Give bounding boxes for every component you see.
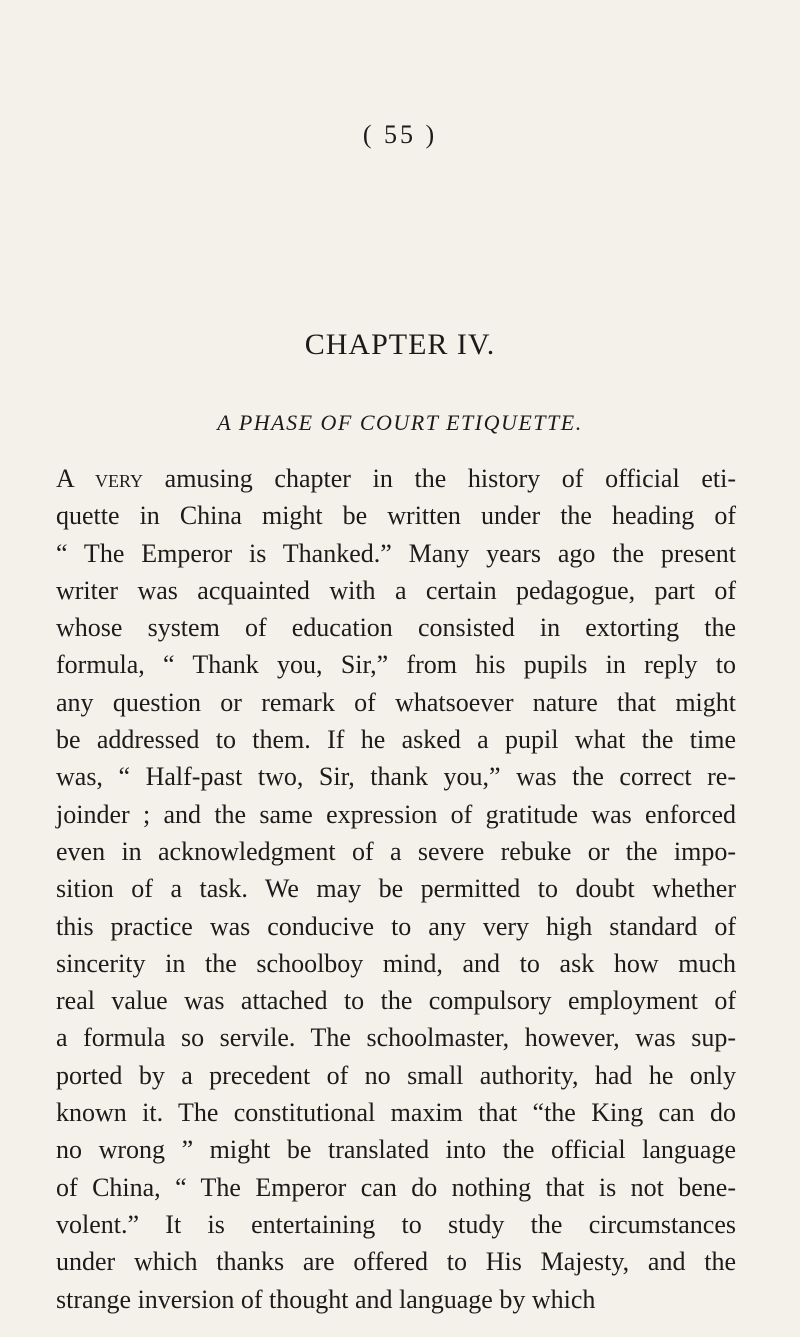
chapter-title: A PHASE OF COURT ETIQUETTE. — [217, 410, 583, 435]
text-line: whose system of education consisted in extorting the — [56, 613, 736, 643]
text-line: writer was acquainted with a certain pedagogue, part of — [56, 575, 736, 605]
text-line: quette in China might be written under the heading of — [56, 501, 736, 531]
text-line: under which thanks are offered to His Majesty, and the — [56, 1247, 736, 1277]
text-line-content: amusing chapter in the history of official eti- — [143, 464, 736, 493]
lead-word: A very — [56, 464, 144, 493]
text-line: any question or remark of whatsoever nature that might — [56, 687, 736, 717]
text-line: formula, “ Thank you, Sir,” from his pupils in reply to — [56, 650, 736, 680]
text-line: sincerity in the schoolboy mind, and to ask how much — [56, 948, 736, 978]
page-number: ( 55 ) — [362, 120, 438, 149]
text-line: even in acknowledgment of a severe rebuke or the impo- — [56, 836, 736, 866]
text-line: strange inversion of thought and language by which — [56, 1284, 596, 1314]
text-line: no wrong ” might be translated into the official language — [56, 1135, 736, 1165]
text-line: ported by a precedent of no small authority, had he only — [56, 1060, 736, 1090]
text-line: a formula so servile. The schoolmaster, however, was sup- — [56, 1023, 736, 1053]
text-line: was, “ Half-past two, Sir, thank you,” was the correct re- — [56, 762, 736, 792]
text-line: joinder ; and the same expression of gratitude was enforced — [56, 799, 736, 829]
text-line: known it. The constitutional maxim that “the King can do — [56, 1098, 736, 1128]
text-line: “ The Emperor is Thanked.” Many years ago the present — [56, 538, 736, 568]
text-line: be addressed to them. If he asked a pupil what the time — [56, 725, 736, 755]
text-line: this practice was conducive to any very high standard of — [56, 911, 736, 941]
body-paragraph — [56, 460, 736, 1318]
text-line: volent.” It is entertaining to study the circumstances — [56, 1209, 736, 1239]
chapter-heading: CHAPTER IV. — [304, 328, 496, 361]
text-line: of China, “ The Emperor can do nothing that is not bene- — [56, 1172, 736, 1202]
text-line: real value was attached to the compulsory employment of — [56, 986, 736, 1016]
text-line: sition of a task. We may be permitted to doubt whether — [56, 874, 736, 904]
text-line — [56, 460, 736, 497]
